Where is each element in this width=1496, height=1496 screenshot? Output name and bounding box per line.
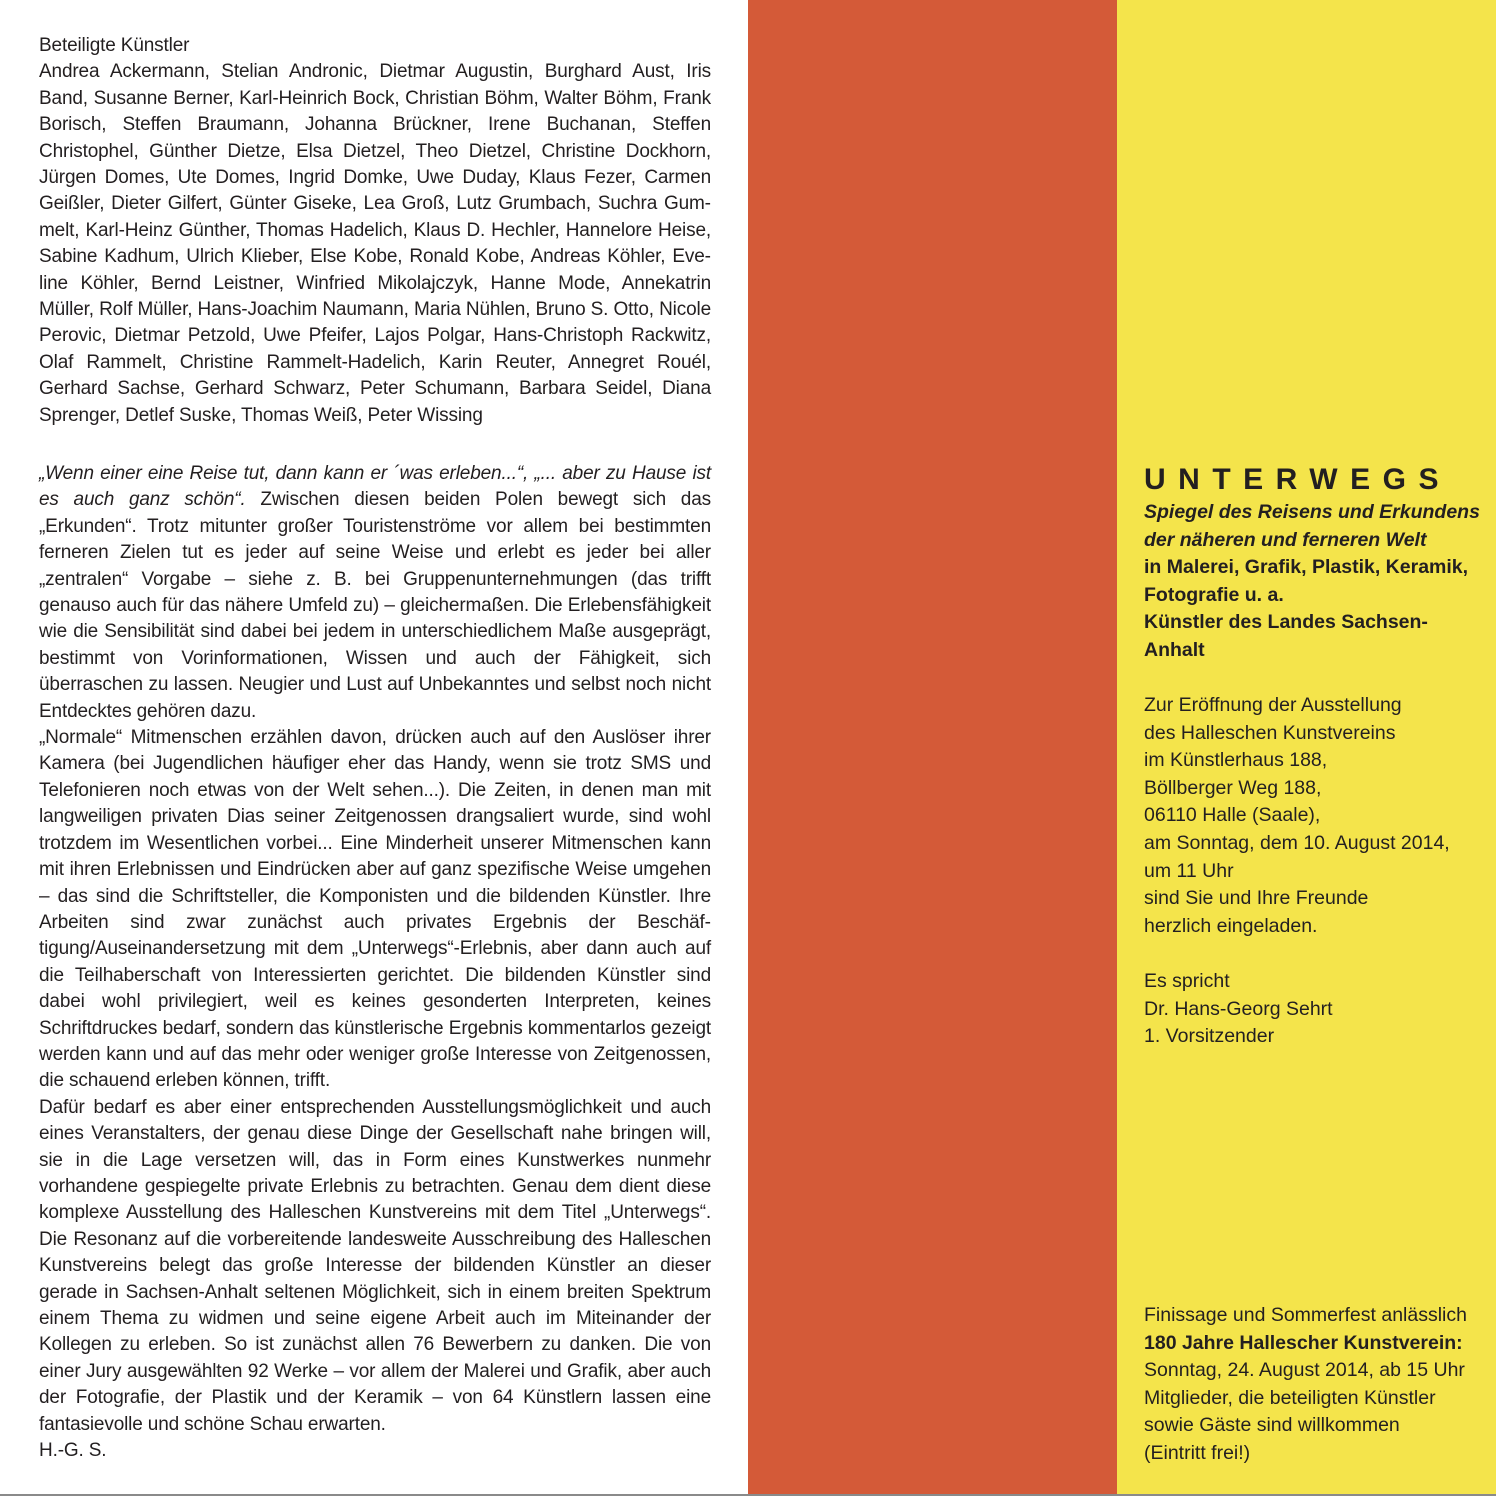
exhibition-artists-line-1: Künstler des Landes Sachsen- [1144,611,1428,634]
finissage-line-4: Mitglieder, die beteiligten Künstler [1144,1386,1436,1409]
orange-color-band [748,0,1117,1494]
exhibition-media-line-1: in Malerei, Grafik, Plastik, Keramik, [1144,556,1469,579]
exhibition-artists-line-2: Anhalt [1144,638,1205,661]
invitation-line: des Halleschen Kunstvereins [1144,721,1396,744]
invitation-line: Böllberger Weg 188, [1144,776,1322,799]
speaker-name: Dr. Hans-Georg Sehrt [1144,997,1333,1020]
spacer [1144,940,1484,968]
speaker-role: 1. Vorsitzender [1144,1025,1275,1048]
finissage-line-1: Finissage und Sommerfest anlässlich [1144,1304,1467,1326]
essay-section [39,461,711,1464]
speaker-line: Es spricht [1144,969,1230,992]
invitation-line: Zur Eröffnung der Ausstellung [1144,694,1402,716]
artists-heading: Beteiligte Künstler [39,35,190,56]
finissage-block [1144,1302,1484,1468]
invitation-line: im Künstlerhaus 188, [1144,749,1328,772]
invitation-line: herzlich eingeladen. [1144,914,1318,937]
essay-paragraph-1 [39,461,711,725]
artists-section [39,33,711,429]
exhibition-title-block [1144,462,1484,665]
exhibition-title: UNTERWEGS [1144,463,1451,496]
finissage-anniversary: 180 Jahre Hallescher Kunstverein: [1144,1331,1463,1354]
essay-paragraph-1-text: Zwischen diesen beiden Polen bewegt sich das „Erkunden“. Trotz mitunter großer Touristenströme vor allem bei bestimmten ferneren Zielen tut es jeder auf seine Weise und erlebt es jeder bei aller „zentralen“ Vorgabe – siehe z. B. bei Gruppenunternehmungen (das trifft genauso auch für das nähere Umfeld zu) – gleichermaßen. Die Erlebensfähigkeit wie die Sensibilität sind dabei bei jedem in unterschiedlichem Maße ausgeprägt, bestimmt von Vorinformationen, Wissen und auch der Fähigkeit, sich überraschen zu lassen. Neugier und Lust auf Unbekanntes und selbst noch nicht Entdecktes gehören dazu. [39,489,711,722]
finissage-line-6: (Eintritt frei!) [1144,1441,1251,1464]
invitation-line: sind Sie und Ihre Freunde [1144,887,1369,910]
essay-signature: H.-G. S. [39,1440,107,1462]
invitation-block [1144,692,1484,1051]
invitation-line: um 11 Uhr [1144,859,1234,882]
invitation-line: am Sonntag, dem 10. August 2014, [1144,831,1450,854]
exhibition-subtitle-line-2: der näheren und ferneren Welt [1144,528,1427,551]
artists-list: Andrea Ackermann, Stelian Andronic, Dietmar Augustin, Burghard Aust, Iris Band, Susanne Berner, Karl-Heinrich Bock, Christian Böhm, Walter Böhm, Frank Borisch, Steffen Braumann, Johanna Brückner, Irene Buchanan, Steffen Christophel, Günther Dietze, Elsa Dietzel, Theo Dietzel, Christine Dockhorn, Jürgen Domes, Ute Domes, Ingrid Domke, Uwe Duday, Klaus Fezer, Carmen Geißler, Dieter Gilfert, Günter Giseke, Lea Groß, Lutz Grumbach, Suchra Gummelt, Karl-Heinz Günther, Thomas Hadelich, Klaus D. Hechler, Hannelore Heise, Sabine Kadhum, Ulrich Klieber, Else Kobe, Ronald Kobe, Andreas Köhler, Eveline Köhler, Bernd Leistner, Winfried Mikolajczyk, Hanne Mode, Annekatrin Müller, Rolf Müller, Hans-Joachim Naumann, Maria Nühlen, Bruno S. Otto, Nicole Perovic, Dietmar Petzold, Uwe Pfeifer, Lajos Polgar, Hans-Christoph Rackwitz, Olaf Rammelt, Christine Rammelt-Hadelich, Karin Reuter, Annegret Rouél, Gerhard Sachse, Gerhard Schwarz, Peter Schumann, Barbara Seidel, Diana Sprenger, Detlef Suske, Thomas Weiß, Peter Wissing [39,61,711,426]
exhibition-subtitle-line-1: Spiegel des Reisens und Erkundens [1144,501,1480,523]
finissage-date: Sonntag, 24. August 2014, ab 15 Uhr [1144,1359,1465,1382]
finissage-line-5: sowie Gäste sind willkommen [1144,1414,1400,1437]
invitation-line: 06110 Halle (Saale), [1144,804,1321,827]
essay-paragraph-3: Dafür bedarf es aber einer entsprechenden Ausstellungsmöglichkeit und auch eines Veranstalters, der genau diese Dinge der Gesellschaft nahe bringen will, sie in die Lage versetzen will, das in Form eines Kunstwerkes nunmehr vorhandene gespiegelte private Erlebnis zu betrachten. Genau dem dient diese komplexe Ausstellung des Halleschen Kunstvereins mit dem Titel „Unterwegs“. Die Resonanz auf die vorbereitende landesweite Ausschreibung des Halleschen Kunstvereins belegt das große Interesse der bildenden Künstler an dieser gerade in Sachsen-Anhalt seltenen Möglichkeit, sich in einem breiten Spektrum einem Thema zu widmen und seine eigene Arbeit auch im Miteinander der Kollegen zu erleben. So ist zunächst allen 76 Bewerbern zu danken. Die von einer Jury ausgewählten 92 Werke – vor allem der Malerei und Grafik, aber auch der Fotografie, der Plastik und der Keramik – von 64 Künstlern lassen eine fantasievolle und schöne Schau erwarten. [39,1096,711,1435]
essay-quote: „Wenn einer eine Reise tut, dann kann er ´was erleben...“, „... aber zu Hause ist es auch ganz schön“. [39,463,711,511]
exhibition-media-line-2: Fotografie u. a. [1144,583,1284,606]
essay-paragraph-2: „Normale“ Mitmenschen erzählen davon, drücken auch auf den Auslöser ihrer Kamera (bei Jugendlichen häufiger eher das Handy, wenn sie trotz SMS und Telefonieren noch etwas von der Welt sehen...). Die Zeiten, in denen man mit langweiligen privaten Dias seiner Zeitgenossen drangsaliert wurde, sind wohl trotzdem im Wesentlichen vorbei... Eine Minderheit unserer Mitmenschen kann mit ihren Erlebnissen und Eindrücken aber auf ganz spezifische Weise umgehen – das sind die Schriftsteller, die Komponisten und die bildenden Künstler. Ihre Arbeiten sind zwar zunächst auch privates Ergebnis der Beschäftigung/Auseinandersetzung mit dem „Unterwegs“-Erlebnis, aber dann auch auf die Teilhaberschaft von Interessierten gerichtet. Die bildenden Künstler sind dabei wohl privilegiert, weil es keines gesonderten Interpreten, keines Schriftdruckes bedarf, sondern das künstlerische Ergebnis kommentarlos gezeigt werden kann und auf das mehr oder weniger große Interesse von Zeitgenossen, die schauend erleben können, trifft. [39,727,711,1092]
